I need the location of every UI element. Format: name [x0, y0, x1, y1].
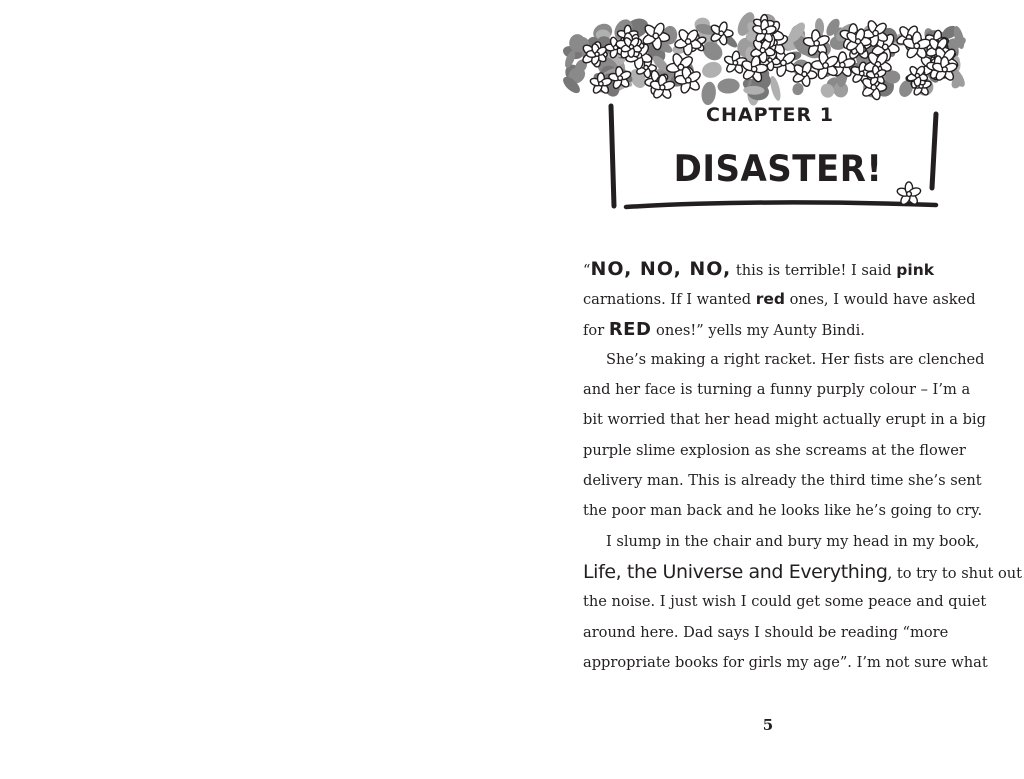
- text-run: this is terrible! I said: [731, 262, 897, 279]
- text-run: ones!” yells my Aunty Bindi.: [651, 321, 865, 339]
- text-line: [583, 375, 983, 405]
- text-line: [583, 466, 983, 496]
- text-line: [583, 315, 983, 345]
- leaf-shape: [700, 81, 717, 106]
- chapter-title: DISASTER!: [673, 147, 883, 191]
- text-run: ones, I would have asked: [784, 291, 976, 309]
- text-line: [583, 496, 983, 526]
- text-run: for: [583, 321, 609, 339]
- text-line: [583, 405, 986, 435]
- emph-text: red: [755, 290, 785, 309]
- page-number: 5: [762, 716, 774, 734]
- text-run: appropriate books for girls my age”. I’m not sure what: [583, 653, 988, 671]
- emph-caps-text: RED: [608, 318, 652, 340]
- text-run: carnations. If I wanted: [583, 291, 756, 309]
- text-run: , to try to shut out: [887, 564, 1023, 582]
- shout-text: NO, NO, NO,: [590, 258, 732, 280]
- emph-text: pink: [896, 261, 935, 279]
- text-run: around here. Dad says I should be reading “more: [583, 623, 949, 641]
- text-line: [583, 436, 983, 466]
- text-run: I slump in the chair and bury my head in my book,: [606, 532, 980, 550]
- sign-baseline: [626, 202, 936, 207]
- text-run: delivery man. This is already the third time she’s sent: [583, 472, 982, 490]
- chapter-number: CHAPTER 1: [706, 104, 834, 126]
- text-line: [583, 284, 983, 314]
- text-run: purple slime explosion as she screams at the flower: [583, 441, 966, 459]
- text-run: “: [583, 262, 591, 279]
- body-text: [583, 254, 1023, 678]
- book-title-text: Life, the Universe and Everything: [583, 560, 888, 583]
- text-line: [583, 345, 983, 375]
- text-run: and her face is turning a funny purply colour – I’m a: [583, 381, 971, 399]
- text-run: the poor man back and he looks like he’s going to cry.: [583, 502, 983, 520]
- text-line: [583, 254, 983, 284]
- text-run: bit worried that her head might actually erupt in a big: [583, 411, 986, 429]
- chapter-header-sign: [560, 6, 980, 222]
- text-run: the noise. I just wish I could get some peace and quiet: [583, 593, 987, 611]
- text-line: [583, 618, 983, 648]
- leaf-shape: [717, 78, 740, 95]
- text-line: [583, 587, 987, 617]
- text-line: [583, 557, 1023, 587]
- text-line: [583, 527, 983, 557]
- leaf-shape: [700, 60, 724, 81]
- text-run: She’s making a right racket. Her fists are clenched: [606, 350, 985, 368]
- text-line: [583, 648, 988, 678]
